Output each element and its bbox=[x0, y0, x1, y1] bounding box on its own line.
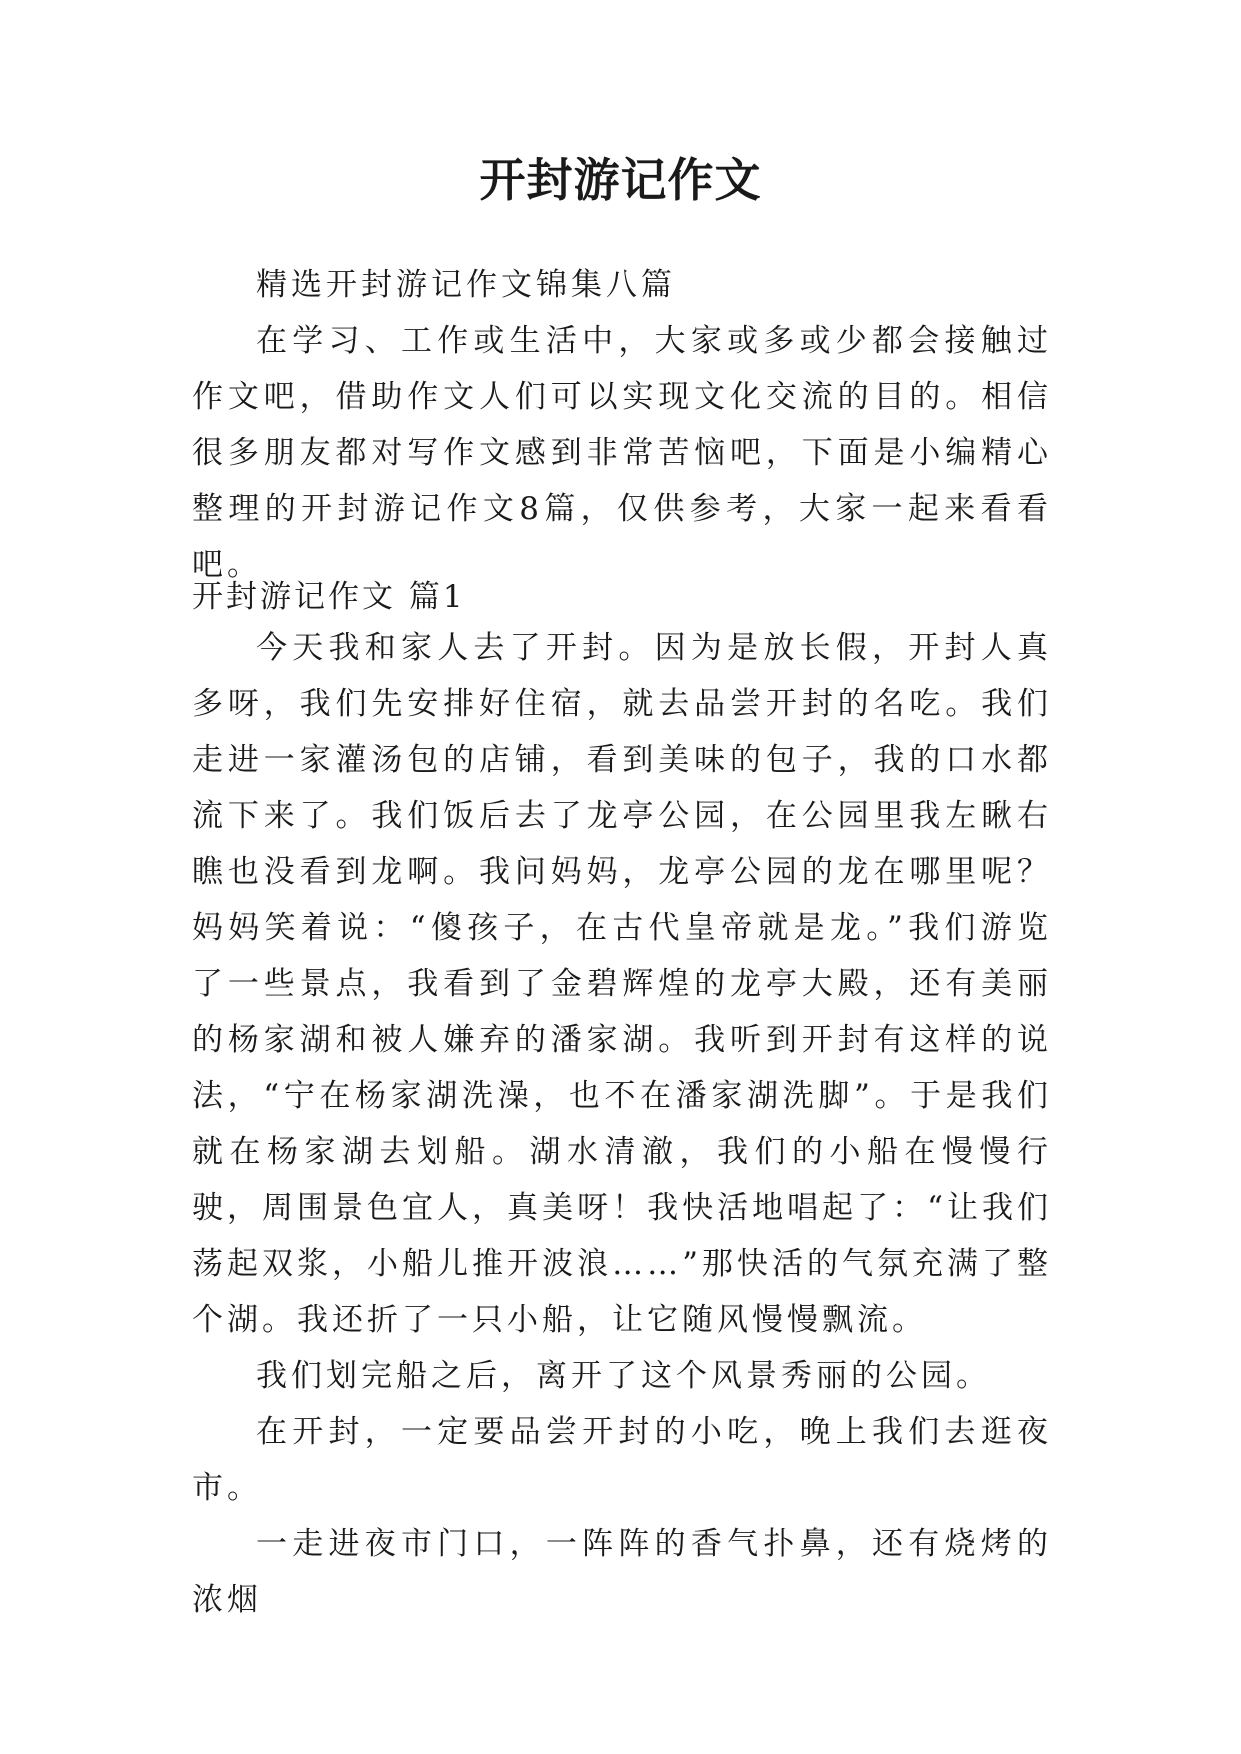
intro-block bbox=[192, 257, 1052, 593]
body-paragraph-2: 我们划完船之后，离开了这个风景秀丽的公园。 bbox=[256, 1358, 991, 1394]
document-title: 开封游记作文 bbox=[479, 153, 762, 207]
body-paragraph-3: 在开封，一定要品尝开封的小吃，晚上我们去逛夜市。 bbox=[192, 1414, 1052, 1506]
body-paragraph-4: 一走进夜市门口，一阵阵的香气扑鼻，还有烧烤的浓烟 bbox=[192, 1526, 1052, 1618]
intro-paragraph: 在学习、工作或生活中，大家或多或少都会接触过作文吧，借助作文人们可以实现文化交流的目的。相信很多朋友都对写作文感到非常苦恼吧，下面是小编精心整理的开封游记作文8篇，仅供参考，大家一起来看看吧。 bbox=[192, 323, 1052, 583]
subtitle-line: 精选开封游记作文锦集八篇 bbox=[256, 267, 676, 303]
body-paragraph-1: 今天我和家人去了开封。因为是放长假，开封人真多呀，我们先安排好住宿，就去品尝开封的名吃。我们走进一家灌汤包的店铺，看到美味的包子，我的口水都流下来了。我们饭后去了龙亭公园，在公园里我左瞅右瞧也没看到龙啊。我问妈妈，龙亭公园的龙在哪里呢？妈妈笑着说：“傻孩子，在古代皇帝就是龙。”我们游览了一些景点，我看到了金碧辉煌的龙亭大殿，还有美丽的杨家湖和被人嫌弃的潘家湖。我听到开封有这样的说法，“宁在杨家湖洗澡，也不在潘家湖洗脚”。于是我们就在杨家湖去划船。湖水清澈，我们的小船在慢慢行驶，周围景色宜人，真美呀！我快活地唱起了：“让我们荡起双浆，小船儿推开波浪……”那快活的气氛充满了整个湖。我还折了一只小船，让它随风慢慢飘流。 bbox=[192, 630, 1052, 1338]
body-block bbox=[192, 620, 1052, 1628]
section-heading: 开封游记作文 篇1 bbox=[192, 579, 466, 615]
